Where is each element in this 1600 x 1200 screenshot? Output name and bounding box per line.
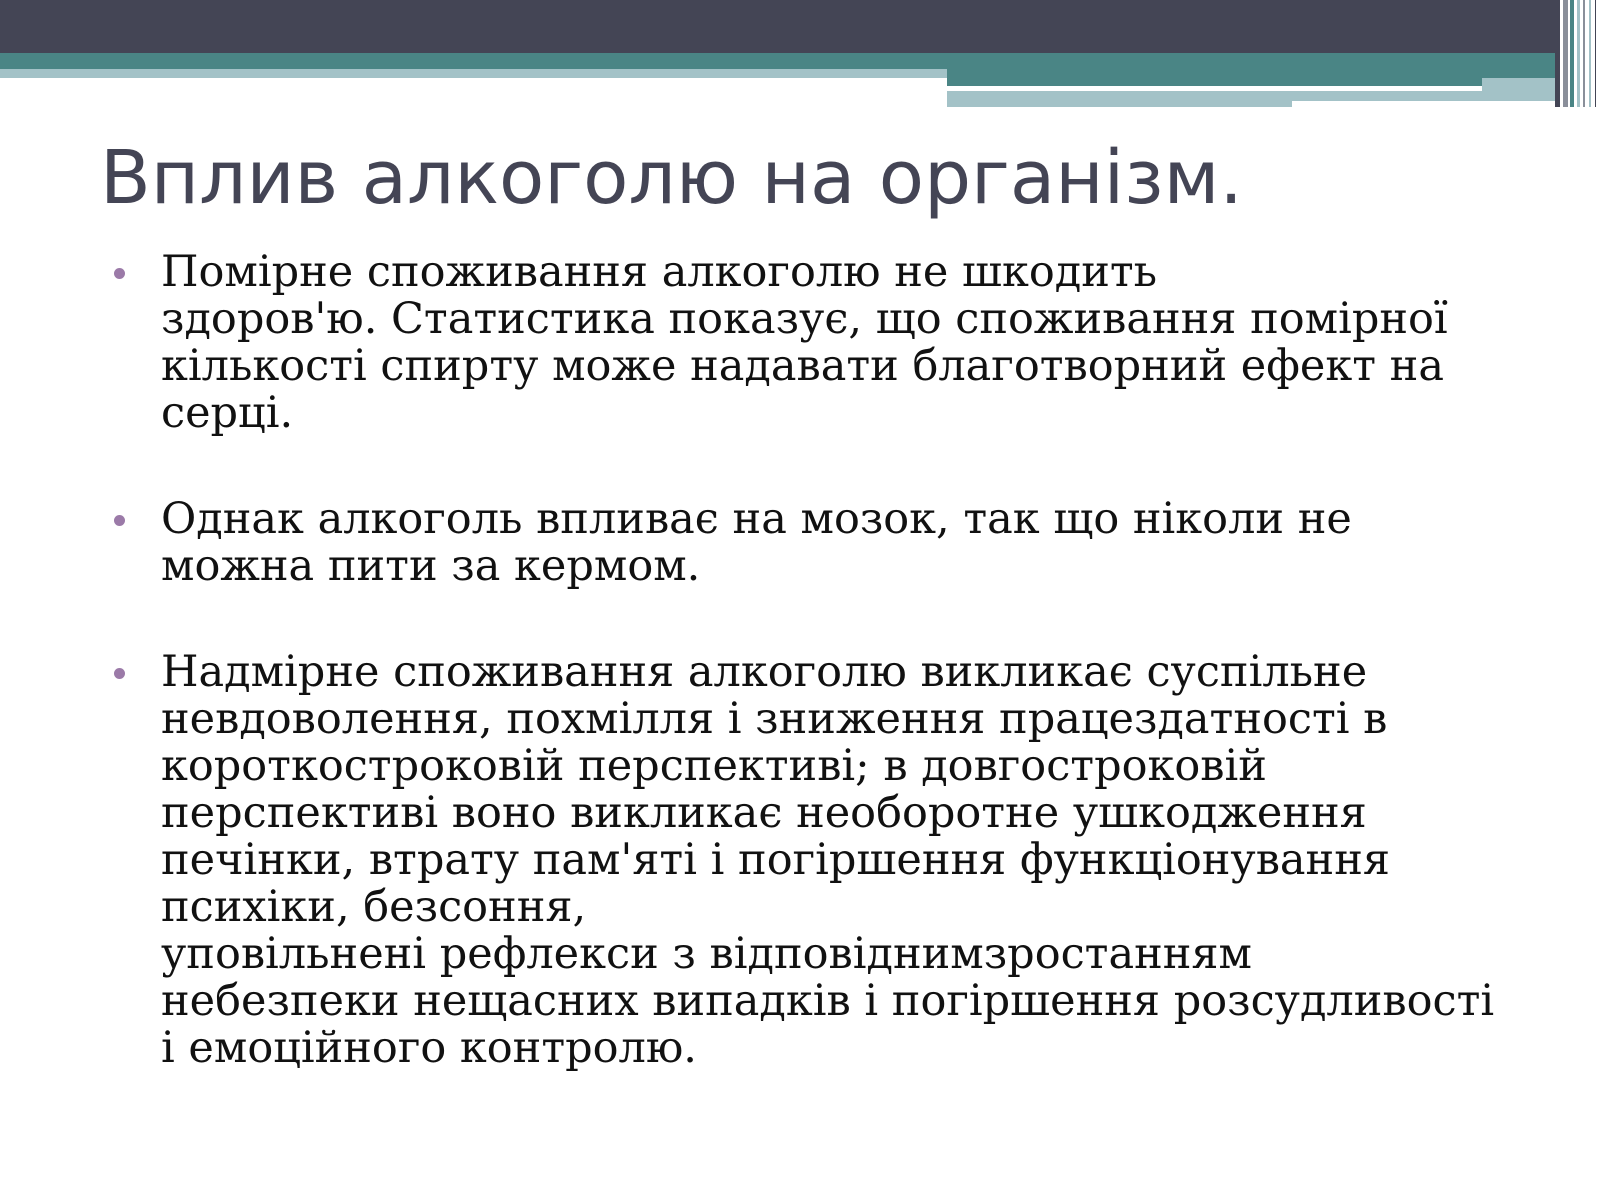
stripe: [1595, 0, 1596, 107]
bullet-text-line: короткостроковій перспективі; в довгостроковій: [161, 741, 1267, 791]
bullet-text-line: перспективі воно викликає необоротне ушкодження: [161, 788, 1367, 838]
header-band-dark: [0, 0, 1600, 53]
header-stripes-decoration: [1555, 0, 1600, 107]
bullet-dot-icon: [114, 515, 125, 526]
stripe: [1555, 0, 1560, 107]
bullet-dot-icon: [114, 268, 125, 279]
bullet-text-line: печінки, втрату пам'яті і погіршення функціонування: [161, 835, 1390, 885]
header-band-light: [0, 69, 947, 78]
bullet-dot-icon: [114, 668, 125, 679]
bullet-list: [114, 249, 1504, 1072]
bullet-item: [114, 496, 1504, 590]
bullet-text-line: здоров'ю. Статистика показує, що споживання помірної: [161, 294, 1448, 344]
header-band-accent-light: [1292, 91, 1482, 101]
bullet-text-line: серці.: [161, 388, 294, 438]
bullet-text-line: Помірне споживання алкоголю не шкодить: [161, 247, 1158, 297]
stripe: [1589, 0, 1591, 107]
bullet-text-line: Однак алкоголь впливає на мозок, так що ніколи не: [161, 494, 1352, 544]
bullet-item: [114, 249, 1504, 437]
bullet-text-line: можна пити за кермом.: [161, 541, 701, 591]
bullet-text-line: і емоційного контролю.: [161, 1023, 697, 1073]
stripe: [1570, 0, 1574, 107]
header-band-accent-light: [1482, 78, 1555, 101]
bullet-text-line: психіки, безсоння,: [161, 882, 587, 932]
bullet-text-line: небезпеки нещасних випадків і погіршення розсудливості: [161, 976, 1495, 1026]
bullet-text-line: Надмірне споживання алкоголю викликає суспільне: [161, 647, 1368, 697]
stripe: [1577, 0, 1580, 107]
header-band-accent-light: [947, 91, 1292, 107]
slide-title: Вплив алкоголю на організм.: [100, 135, 1243, 221]
stripe: [1563, 0, 1568, 107]
bullet-text-line: уповільнені рефлекси з відповіднимзростанням: [161, 929, 1252, 979]
bullet-text-line: кількості спирту може надавати благотворний ефект на: [161, 341, 1444, 391]
bullet-text-line: невдоволення, похмілля і зниження працездатності в: [161, 694, 1388, 744]
header-band-accent: [947, 69, 1555, 86]
header-band-teal: [0, 53, 1555, 69]
stripe: [1583, 0, 1585, 107]
bullet-item: [114, 649, 1504, 1072]
